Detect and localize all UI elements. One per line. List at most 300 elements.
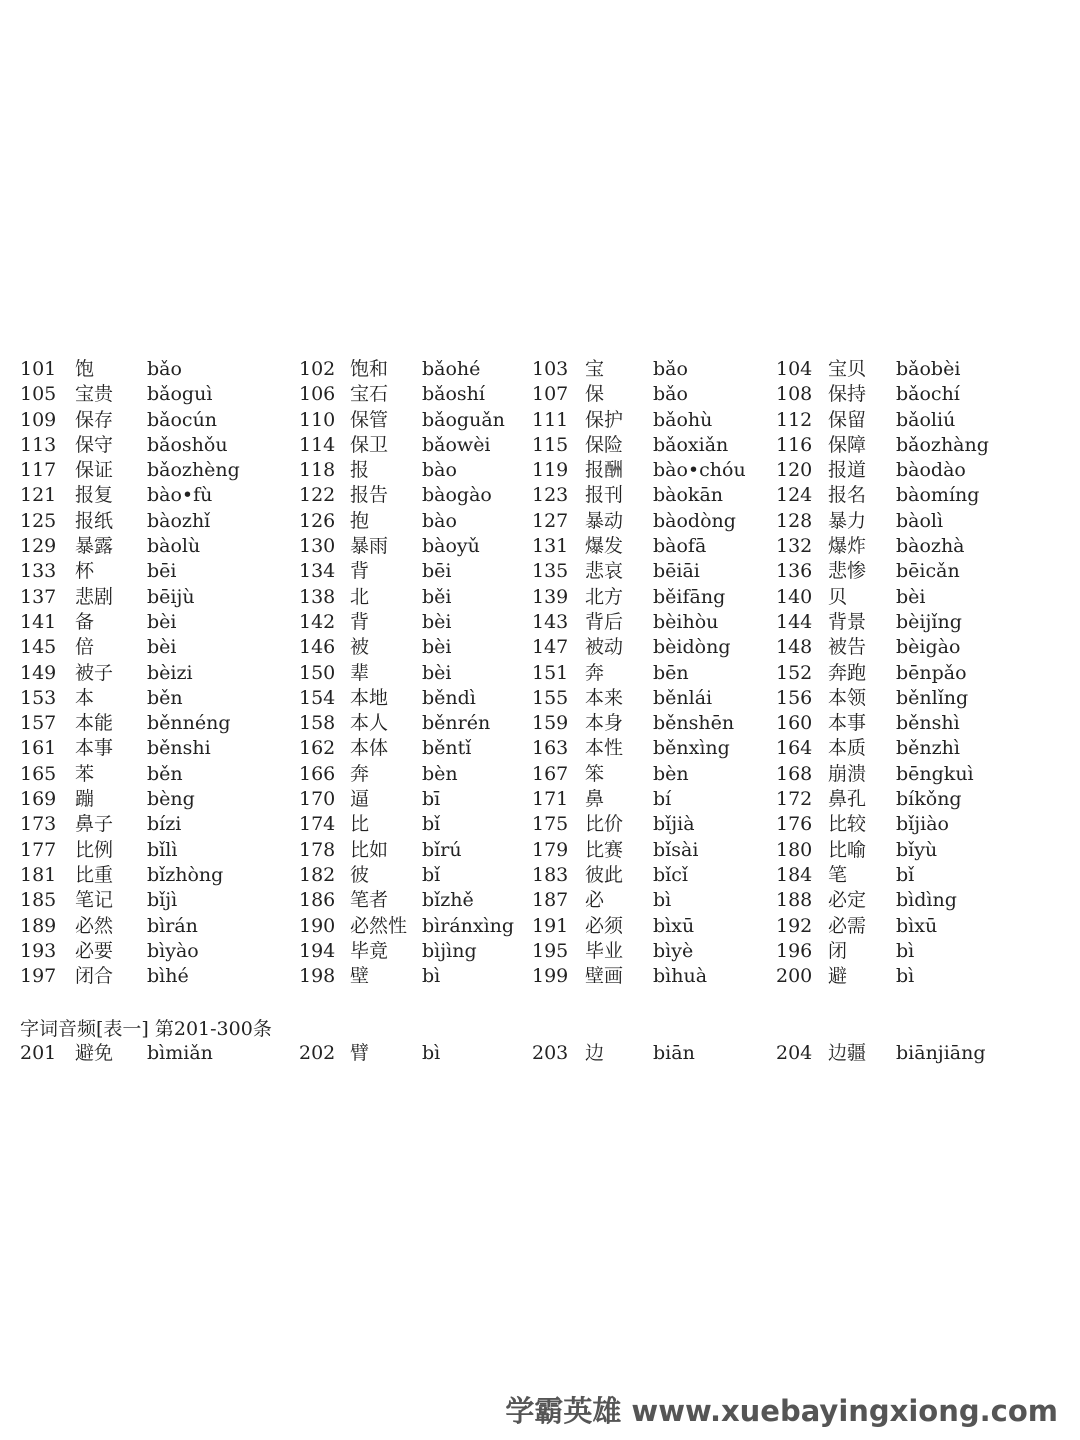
entry-word: 报复 [75,484,114,507]
entry-word: 爆发 [585,535,624,558]
entry-word: 被 [350,636,370,659]
entry-pinyin: bèidòng [653,636,731,659]
entry-number: 166 [299,762,336,785]
entry-number: 111 [532,408,569,431]
entry-pinyin: bíkǒng [896,788,962,811]
entry-pinyin: bào•chóu [653,459,746,482]
entry-number: 150 [299,661,336,684]
entry-pinyin: bǐyù [896,838,938,861]
entry-pinyin: bǎochí [896,383,960,406]
entry-number: 144 [776,610,813,633]
entry-pinyin: bǎohé [422,358,481,380]
entry-number: 155 [532,686,569,709]
table-row [0,585,1080,610]
entry-pinyin: běnrén [422,712,491,735]
entry-word: 保护 [585,408,624,431]
entry-number: 177 [20,838,57,861]
entry-word: 奔跑 [828,661,867,684]
entry-number: 183 [532,863,569,886]
entry-number: 106 [299,383,336,406]
entry-pinyin: bàomíng [896,484,980,507]
entry-number: 114 [299,433,336,456]
entry-number: 200 [776,965,813,988]
entry-number: 108 [776,383,813,406]
entry-number: 173 [20,813,57,836]
entry-word: 本事 [828,712,867,735]
entry-number: 159 [532,712,569,735]
entry-word: 本人 [350,712,389,735]
entry-number: 123 [532,484,569,507]
entry-pinyin: bēijù [147,585,195,608]
entry-pinyin: bèi [422,610,452,633]
entry-word: 被告 [828,636,867,659]
entry-word: 比例 [75,838,114,861]
entry-pinyin: bì [896,939,915,962]
entry-word: 北 [350,585,370,608]
entry-word: 饱 [75,358,95,380]
entry-number: 142 [299,610,336,633]
entry-word: 毕业 [585,939,624,962]
entry-number: 168 [776,762,813,785]
entry-number: 146 [299,636,336,659]
entry-number: 195 [532,939,569,962]
table-row [0,610,1080,635]
entry-pinyin: bǐlì [147,838,178,861]
entry-number: 120 [776,459,813,482]
entry-pinyin: bì [896,965,915,988]
entry-pinyin: bào [422,459,457,482]
entry-number: 140 [776,585,813,608]
entry-pinyin: bǎoliú [896,408,956,431]
entry-word: 边 [585,1042,605,1064]
entry-pinyin: bàokān [653,484,724,507]
entry-number: 188 [776,889,813,912]
entry-word: 鼻 [585,788,605,811]
entry-word: 保 [585,383,605,406]
entry-word: 背后 [585,610,624,633]
entry-word: 必需 [828,914,867,937]
entry-number: 153 [20,686,57,709]
entry-word: 崩溃 [828,762,867,785]
entry-word: 避免 [75,1042,114,1064]
entry-number: 130 [299,535,336,558]
table-row [0,534,1080,559]
entry-pinyin: bàozhà [896,535,965,558]
entry-number: 103 [532,358,569,380]
table-row [0,408,1080,433]
entry-word: 笔记 [75,889,114,912]
entry-word: 保守 [75,433,114,456]
entry-pinyin: bízi [147,813,182,836]
entry-word: 苯 [75,762,95,785]
entry-word: 被动 [585,636,624,659]
entry-number: 158 [299,712,336,735]
entry-number: 124 [776,484,813,507]
entry-number: 184 [776,863,813,886]
entry-number: 174 [299,813,336,836]
entry-number: 152 [776,661,813,684]
entry-pinyin: bìxū [653,914,695,937]
entry-number: 118 [299,459,336,482]
table-row [0,382,1080,407]
entry-number: 138 [299,585,336,608]
table-row [0,433,1080,458]
entry-pinyin: bǐjì [147,889,178,912]
entry-number: 185 [20,889,57,912]
entry-word: 保持 [828,383,867,406]
entry-pinyin: bī [422,788,441,811]
entry-word: 宝石 [350,383,389,406]
entry-word: 暴雨 [350,535,389,558]
entry-pinyin: bǎobèi [896,358,961,380]
entry-word: 抱 [350,509,370,532]
entry-word: 保证 [75,459,114,482]
entry-word: 本领 [828,686,867,709]
entry-pinyin: bēi [147,560,177,583]
entry-number: 203 [532,1042,569,1064]
entry-pinyin: bèi [422,661,452,684]
entry-word: 宝贝 [828,358,867,380]
entry-word: 杯 [75,560,95,583]
entry-pinyin: bǎoxiǎn [653,433,729,456]
entry-number: 122 [299,484,336,507]
table-row [0,812,1080,837]
entry-number: 157 [20,712,57,735]
entry-pinyin: bǎoguǎn [422,408,505,431]
entry-pinyin: bǎo [653,383,688,406]
entry-word: 闭 [828,939,848,962]
entry-pinyin: bǐcǐ [653,863,688,886]
entry-word: 比如 [350,838,389,861]
entry-word: 保卫 [350,433,389,456]
entry-number: 115 [532,433,569,456]
entry-number: 139 [532,585,569,608]
entry-number: 117 [20,459,57,482]
entry-pinyin: bí [653,788,672,811]
entry-pinyin: bǎowèi [422,433,491,456]
entry-number: 171 [532,788,569,811]
entry-word: 报 [350,459,370,482]
entry-pinyin: bèizi [147,661,193,684]
entry-number: 135 [532,560,569,583]
entry-word: 本地 [350,686,389,709]
entry-number: 141 [20,610,57,633]
entry-number: 170 [299,788,336,811]
entry-word: 保管 [350,408,389,431]
entry-number: 163 [532,737,569,760]
entry-pinyin: bàoyǔ [422,535,480,558]
entry-word: 备 [75,610,95,633]
entry-pinyin: běnlái [653,686,713,709]
entry-word: 饱和 [350,358,389,380]
entry-word: 悲哀 [585,560,624,583]
entry-word: 报纸 [75,509,114,532]
entry-word: 比喻 [828,838,867,861]
entry-pinyin: bàodào [896,459,966,482]
entry-number: 194 [299,939,336,962]
entry-word: 保障 [828,433,867,456]
entry-pinyin: bǎoguì [147,383,213,406]
table-row [0,736,1080,761]
entry-pinyin: bì [653,889,672,912]
entry-number: 134 [299,560,336,583]
entry-pinyin: bèn [653,762,689,785]
entry-word: 笨 [585,762,605,785]
entry-pinyin: bǐ [896,863,915,886]
entry-pinyin: běifāng [653,585,726,608]
table-row [0,509,1080,534]
entry-pinyin: bǐ [422,813,441,836]
entry-number: 176 [776,813,813,836]
entry-pinyin: běntǐ [422,737,472,760]
entry-word: 暴力 [828,509,867,532]
entry-pinyin: bǎozhàng [896,433,989,456]
entry-word: 彼 [350,863,370,886]
entry-number: 165 [20,762,57,785]
table-row [0,483,1080,508]
entry-number: 202 [299,1042,336,1064]
entry-pinyin: bēn [653,661,689,684]
entry-word: 臂 [350,1042,370,1064]
entry-number: 104 [776,358,813,380]
table-row [0,458,1080,483]
entry-number: 201 [20,1042,57,1064]
entry-word: 必须 [585,914,624,937]
entry-number: 180 [776,838,813,861]
entry-number: 145 [20,636,57,659]
entry-number: 181 [20,863,57,886]
entry-number: 167 [532,762,569,785]
table-row [0,686,1080,711]
entry-pinyin: bēnpǎo [896,661,967,684]
table-row [0,914,1080,939]
entry-word: 本体 [350,737,389,760]
entry-pinyin: bèn [422,762,458,785]
entry-number: 129 [20,535,57,558]
entry-number: 196 [776,939,813,962]
entry-pinyin: běnlǐng [896,686,969,709]
entry-word: 宝 [585,358,605,380]
entry-pinyin: bǐ [422,863,441,886]
entry-pinyin: bìránxìng [422,914,515,937]
entry-pinyin: bēicǎn [896,560,960,583]
table-row [0,635,1080,660]
entry-number: 119 [532,459,569,482]
entry-word: 必然性 [350,914,408,937]
entry-pinyin: bǐsài [653,838,699,861]
entry-number: 192 [776,914,813,937]
entry-word: 必要 [75,939,114,962]
entry-pinyin: bǎo [147,358,182,380]
table-row [0,863,1080,888]
entry-number: 131 [532,535,569,558]
entry-pinyin: bào [422,509,457,532]
entry-number: 113 [20,433,57,456]
entry-number: 169 [20,788,57,811]
entry-word: 报酬 [585,459,624,482]
entry-word: 本 [75,686,95,709]
entry-pinyin: bǐjiào [896,813,949,836]
entry-word: 宝贵 [75,383,114,406]
entry-pinyin: bēiāi [653,560,700,583]
entry-number: 186 [299,889,336,912]
entry-number: 136 [776,560,813,583]
entry-pinyin: bèijǐng [896,610,962,633]
table-row [0,888,1080,913]
entry-pinyin: bèi [147,636,177,659]
entry-word: 被子 [75,661,114,684]
entry-number: 198 [299,965,336,988]
entry-pinyin: bàozhǐ [147,509,211,532]
entry-number: 162 [299,737,336,760]
entry-word: 必 [585,889,605,912]
entry-number: 137 [20,585,57,608]
entry-pinyin: běnnéng [147,712,231,735]
entry-number: 190 [299,914,336,937]
table-row [0,661,1080,686]
table-row [0,711,1080,736]
entry-pinyin: biān [653,1042,695,1064]
entry-pinyin: bǎo [653,358,688,380]
entry-number: 121 [20,484,57,507]
entry-word: 比 [350,813,370,836]
entry-number: 105 [20,383,57,406]
entry-word: 贝 [828,585,848,608]
entry-word: 闭合 [75,965,114,988]
entry-number: 193 [20,939,57,962]
section-title: 字词音频[表一] 第201-300条 [20,1018,272,1040]
entry-word: 毕竟 [350,939,389,962]
entry-number: 126 [299,509,336,532]
entry-pinyin: bèi [422,636,452,659]
entry-number: 154 [299,686,336,709]
entry-number: 179 [532,838,569,861]
entry-word: 报道 [828,459,867,482]
entry-number: 102 [299,358,336,380]
entry-word: 鼻孔 [828,788,867,811]
entry-word: 鼻子 [75,813,114,836]
entry-pinyin: biānjiāng [896,1042,986,1064]
entry-pinyin: běnxìng [653,737,730,760]
entry-word: 报名 [828,484,867,507]
entry-number: 127 [532,509,569,532]
entry-word: 本事 [75,737,114,760]
entry-word: 壁 [350,965,370,988]
entry-pinyin: běnshēn [653,712,735,735]
entry-pinyin: bǎoshǒu [147,433,228,456]
entry-number: 133 [20,560,57,583]
entry-word: 倍 [75,636,95,659]
entry-number: 107 [532,383,569,406]
entry-word: 比赛 [585,838,624,861]
entry-number: 116 [776,433,813,456]
entry-word: 本质 [828,737,867,760]
entry-word: 比重 [75,863,114,886]
entry-pinyin: bàolù [147,535,201,558]
entry-number: 128 [776,509,813,532]
entry-number: 191 [532,914,569,937]
entry-number: 160 [776,712,813,735]
entry-pinyin: bèi [896,585,926,608]
entry-word: 背景 [828,610,867,633]
entry-pinyin: bàofā [653,535,707,558]
entry-pinyin: běnzhì [896,737,960,760]
entry-pinyin: bàogào [422,484,492,507]
entry-number: 148 [776,636,813,659]
entry-number: 125 [20,509,57,532]
entry-word: 必然 [75,914,114,937]
entry-number: 149 [20,661,57,684]
entry-pinyin: běi [422,585,452,608]
entry-number: 197 [20,965,57,988]
entry-word: 保留 [828,408,867,431]
entry-number: 204 [776,1042,813,1064]
entry-word: 本性 [585,737,624,760]
entry-word: 壁画 [585,965,624,988]
vocab-table [0,357,1080,989]
entry-pinyin: bèigào [896,636,961,659]
entry-word: 逼 [350,788,370,811]
entry-number: 189 [20,914,57,937]
entry-pinyin: bǐzhòng [147,863,224,886]
entry-word: 报刊 [585,484,624,507]
entry-pinyin: bǎocún [147,408,218,431]
entry-pinyin: bǐzhě [422,889,474,912]
entry-pinyin: bǎoshí [422,383,485,406]
entry-number: 101 [20,358,57,380]
entry-number: 132 [776,535,813,558]
entry-number: 182 [299,863,336,886]
entry-number: 164 [776,737,813,760]
entry-number: 151 [532,661,569,684]
entry-pinyin: bì [422,965,441,988]
entry-number: 147 [532,636,569,659]
site-watermark: 学霸英雄 www.xuebayingxiong.com [505,1394,1058,1428]
entry-pinyin: bǐrú [422,838,462,861]
entry-pinyin: běn [147,762,183,785]
entry-word: 暴露 [75,535,114,558]
entry-pinyin: bìyào [147,939,199,962]
entry-word: 避 [828,965,848,988]
entry-number: 199 [532,965,569,988]
table-row [0,762,1080,787]
entry-word: 奔 [350,762,370,785]
entry-word: 报告 [350,484,389,507]
entry-pinyin: běndì [422,686,476,709]
entry-pinyin: bìrán [147,914,198,937]
entry-number: 156 [776,686,813,709]
entry-pinyin: bìhé [147,965,189,988]
entry-pinyin: bìdìng [896,889,957,912]
entry-number: 110 [299,408,336,431]
entry-number: 187 [532,889,569,912]
entry-word: 笔者 [350,889,389,912]
entry-pinyin: bèng [147,788,195,811]
entry-pinyin: bēngkuì [896,762,974,785]
entry-word: 奔 [585,661,605,684]
entry-pinyin: bìmiǎn [147,1042,213,1064]
entry-word: 边疆 [828,1042,867,1064]
section-vocab-table [0,1041,1080,1066]
entry-word: 比较 [828,813,867,836]
entry-pinyin: bìyè [653,939,694,962]
entry-pinyin: bàodòng [653,509,736,532]
entry-word: 爆炸 [828,535,867,558]
entry-pinyin: bèihòu [653,610,719,633]
entry-word: 笔 [828,863,848,886]
entry-pinyin: běn [147,686,183,709]
entry-number: 172 [776,788,813,811]
